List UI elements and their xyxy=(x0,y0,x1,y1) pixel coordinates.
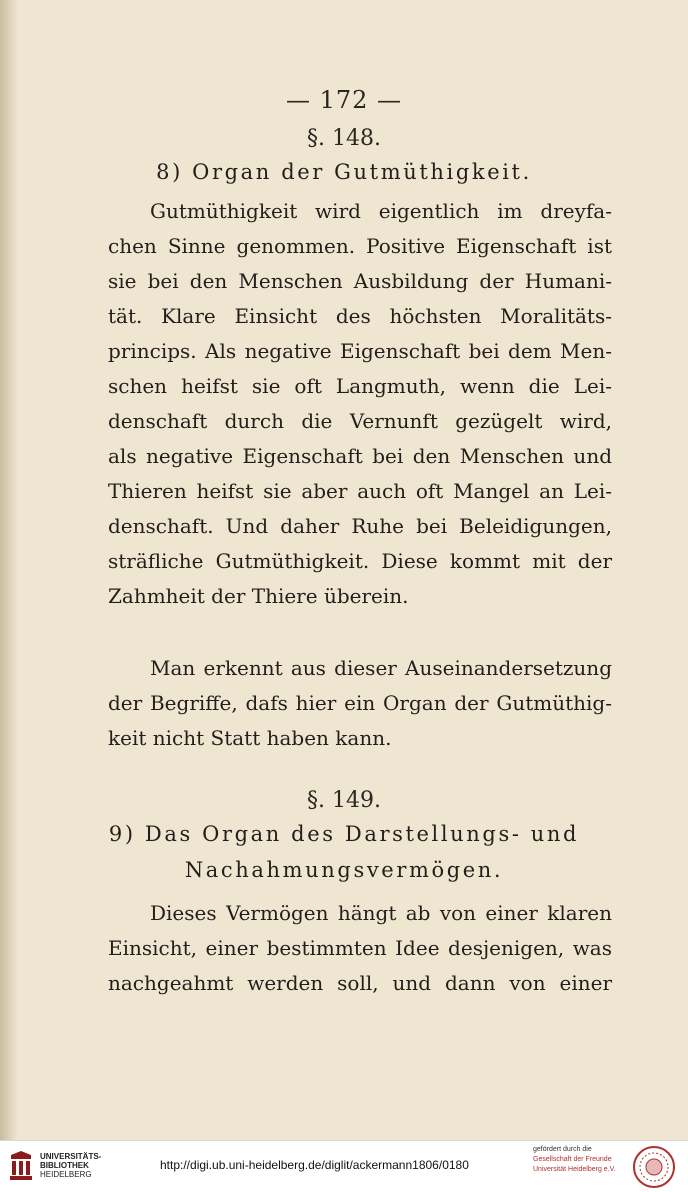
sponsor-name: Gesellschaft der Freunde xyxy=(533,1156,612,1163)
text-line: Thieren heifst sie aber auch oft Mangel an Lei- xyxy=(108,479,612,503)
page-number: — 172 — xyxy=(285,86,403,114)
sponsor-intro: gefördert durch die xyxy=(533,1146,592,1153)
library-name-line: UNIVERSITÄTS- xyxy=(40,1152,102,1161)
library-name xyxy=(40,1152,101,1179)
library-name-line: BIBLIOTHEK xyxy=(40,1161,89,1170)
sponsor-name: Universität Heidelberg e.V. xyxy=(533,1166,616,1173)
section-mark-149: §. 149. xyxy=(307,788,381,813)
text-line: Einsicht, einer bestimmten Idee desjenigen, was xyxy=(108,936,612,960)
text-line: Gutmüthigkeit wird eigentlich im dreyfa- xyxy=(150,199,612,223)
library-logo-icon xyxy=(8,1151,34,1181)
sponsor-credit xyxy=(533,1145,616,1175)
university-seal-icon xyxy=(632,1145,676,1189)
text-line: denschaft durch die Vernunft gezügelt wird, xyxy=(108,409,612,433)
text-line: der Begriffe, dafs hier ein Organ der Gutmüthig- xyxy=(108,691,612,715)
text-line: Dieses Vermögen hängt ab von einer klaren xyxy=(150,901,612,925)
section-heading-149-cont: Nachahmungsvermögen. xyxy=(184,858,504,882)
text-line: chen Sinne genommen. Positive Eigenschaft ist xyxy=(108,234,612,258)
text-line: nachgeahmt werden soll, und dann von einer xyxy=(108,971,612,995)
section-heading-149: 9) Das Organ des Darstellungs- und xyxy=(108,822,580,846)
text-line: Man erkennt aus dieser Auseinandersetzung xyxy=(150,656,612,680)
text-line: sie bei den Menschen Ausbildung der Humani- xyxy=(108,269,612,293)
permalink-url[interactable]: http://digi.ub.uni-heidelberg.de/diglit/ackermann1806/0180 xyxy=(160,1158,469,1172)
text-line: als negative Eigenschaft bei den Menschen und xyxy=(108,444,612,468)
text-line: keit nicht Statt haben kann. xyxy=(108,726,392,750)
text-line: Zahmheit der Thiere überein. xyxy=(108,584,409,608)
text-line: sträfliche Gutmüthigkeit. Diese kommt mit der xyxy=(108,549,612,573)
text-line: tät. Klare Einsicht des höchsten Moralitäts- xyxy=(108,304,612,328)
text-line: princips. Als negative Eigenschaft bei dem Men- xyxy=(108,339,612,363)
text-line: denschaft. Und daher Ruhe bei Beleidigungen, xyxy=(108,514,612,538)
text-line: schen heifst sie oft Langmuth, wenn die Lei- xyxy=(108,374,612,398)
library-name-line: HEIDELBERG xyxy=(40,1170,92,1179)
digitization-footer xyxy=(0,1140,688,1192)
section-heading-148: 8) Organ der Gutmüthigkeit. xyxy=(156,160,532,184)
section-mark-148: §. 148. xyxy=(307,126,381,151)
